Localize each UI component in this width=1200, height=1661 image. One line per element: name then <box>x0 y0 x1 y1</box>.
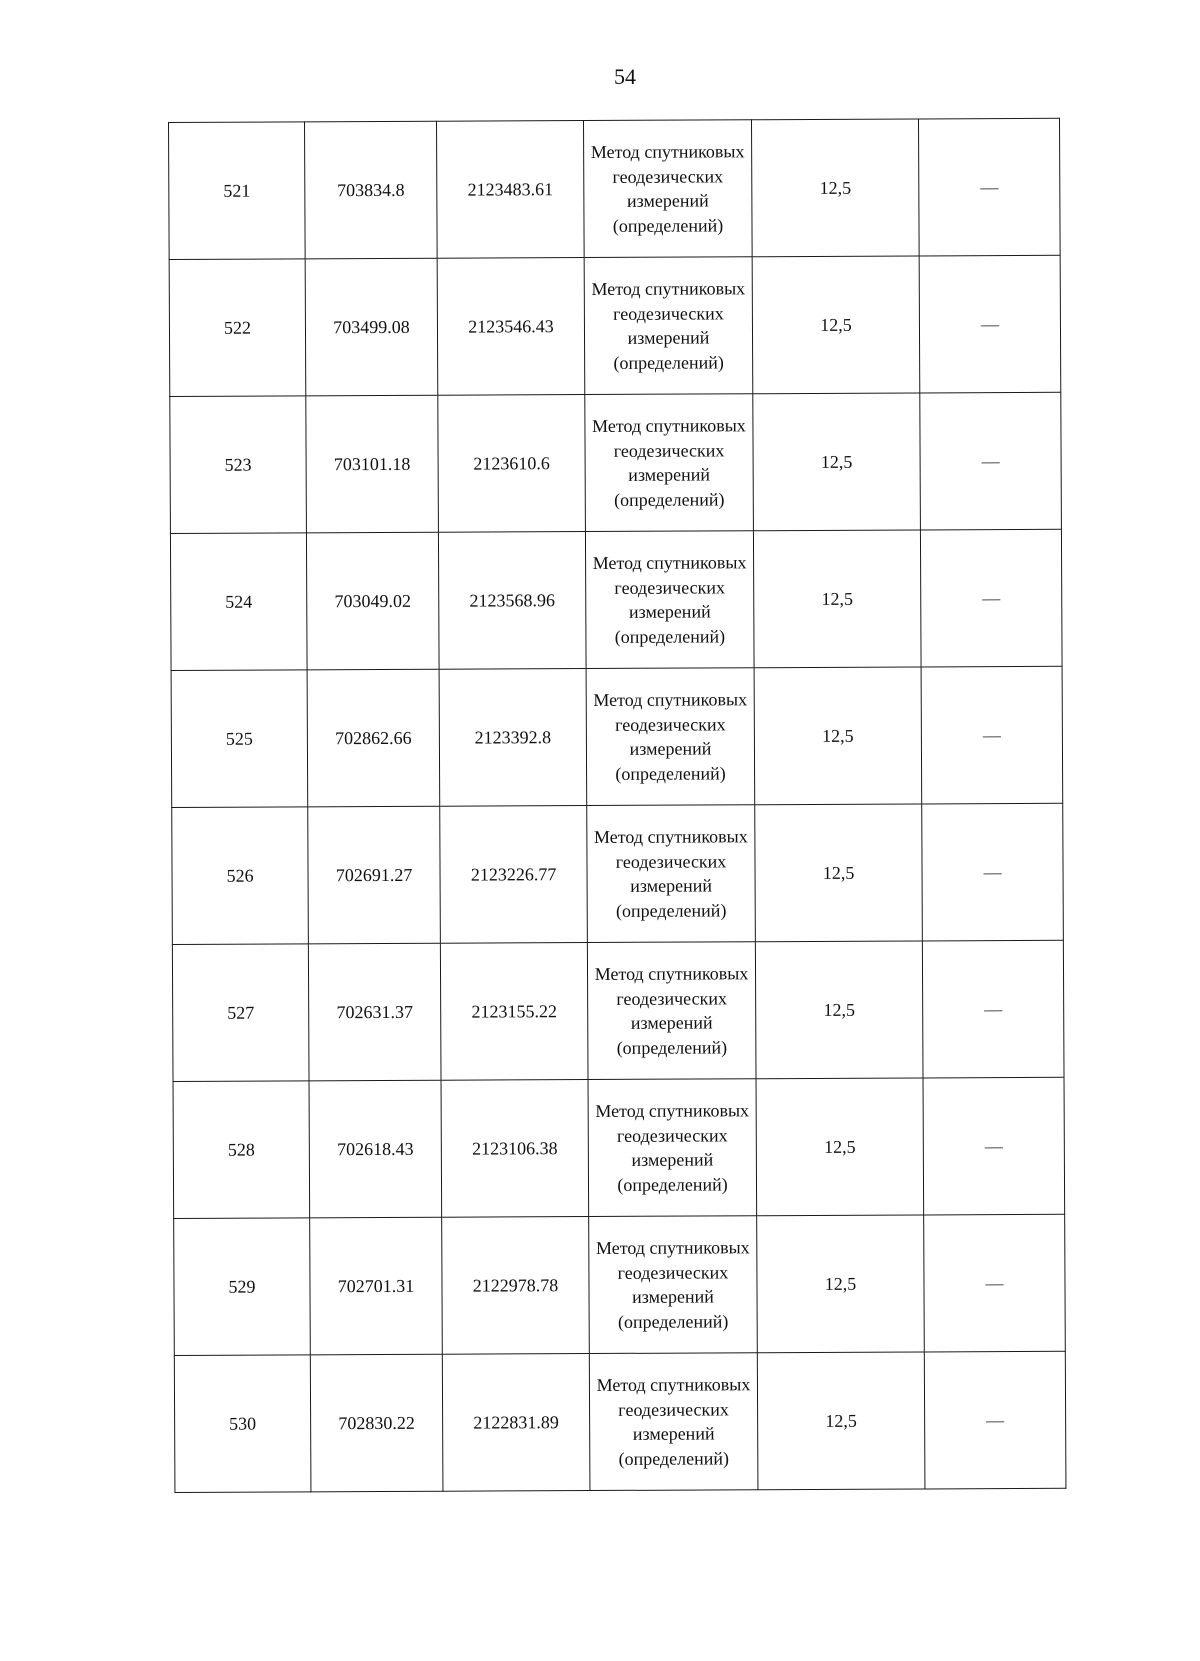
accuracy-cell: 12,5 <box>753 393 921 531</box>
method-cell: Метод спутниковых геодезических измерений (определений) <box>585 531 754 669</box>
x-coordinate-cell: 703834.8 <box>305 121 438 259</box>
table-row <box>172 940 1064 1081</box>
note-cell: — <box>922 940 1064 1078</box>
accuracy-cell: 12,5 <box>757 1352 925 1490</box>
y-coordinate-cell: 2122831.89 <box>442 1354 590 1492</box>
accuracy-cell: 12,5 <box>756 1078 924 1216</box>
y-coordinate-cell: 2123568.96 <box>438 532 586 670</box>
y-coordinate-cell: 2123106.38 <box>441 1080 589 1218</box>
table-row <box>174 1214 1066 1355</box>
x-coordinate-cell: 702701.31 <box>310 1217 443 1355</box>
coordinates-table <box>168 118 1066 1493</box>
note-cell: — <box>919 255 1061 393</box>
page-number: 54 <box>614 64 636 89</box>
note-cell: — <box>920 392 1062 530</box>
x-coordinate-cell: 702631.37 <box>308 943 441 1081</box>
table-row <box>169 118 1061 259</box>
accuracy-cell: 12,5 <box>752 256 920 394</box>
note-cell: — <box>924 1351 1066 1489</box>
x-coordinate-cell: 702691.27 <box>308 806 441 944</box>
table-row <box>170 392 1062 533</box>
accuracy-cell: 12,5 <box>757 1215 925 1353</box>
point-number-cell: 525 <box>171 670 308 808</box>
x-coordinate-cell: 703101.18 <box>306 395 439 533</box>
method-cell: Метод спутниковых геодезических измерений (определений) <box>586 668 755 806</box>
method-cell: Метод спутниковых геодезических измерений (определений) <box>587 805 756 943</box>
note-cell: — <box>920 529 1062 667</box>
y-coordinate-cell: 2123226.77 <box>440 806 588 944</box>
note-cell: — <box>921 666 1063 804</box>
x-coordinate-cell: 702830.22 <box>310 1354 443 1492</box>
table-row <box>172 803 1064 944</box>
accuracy-cell: 12,5 <box>751 119 919 257</box>
table-row <box>169 255 1061 396</box>
note-cell: — <box>918 118 1060 256</box>
point-number-cell: 528 <box>173 1081 310 1219</box>
point-number-cell: 526 <box>172 807 309 945</box>
point-number-cell: 529 <box>174 1218 311 1356</box>
point-number-cell: 527 <box>172 944 309 1082</box>
method-cell: Метод спутниковых геодезических измерений (определений) <box>583 120 752 258</box>
point-number-cell: 524 <box>170 533 307 671</box>
method-cell: Метод спутниковых геодезических измерений (определений) <box>589 1216 758 1354</box>
accuracy-cell: 12,5 <box>754 667 922 805</box>
y-coordinate-cell: 2123483.61 <box>436 121 584 259</box>
method-cell: Метод спутниковых геодезических измерений (определений) <box>587 942 756 1080</box>
table-body <box>169 118 1066 1492</box>
point-number-cell: 530 <box>174 1355 311 1493</box>
point-number-cell: 521 <box>169 122 306 260</box>
accuracy-cell: 12,5 <box>755 804 923 942</box>
x-coordinate-cell: 703499.08 <box>305 258 438 396</box>
point-number-cell: 523 <box>170 396 307 534</box>
y-coordinate-cell: 2123610.6 <box>438 395 586 533</box>
note-cell: — <box>922 803 1064 941</box>
y-coordinate-cell: 2123155.22 <box>440 943 588 1081</box>
x-coordinate-cell: 703049.02 <box>306 532 439 670</box>
y-coordinate-cell: 2122978.78 <box>442 1217 590 1355</box>
table-row <box>170 529 1062 670</box>
x-coordinate-cell: 702862.66 <box>307 669 440 807</box>
y-coordinate-cell: 2123392.8 <box>439 669 587 807</box>
point-number-cell: 522 <box>169 259 306 397</box>
table-row <box>174 1351 1066 1492</box>
y-coordinate-cell: 2123546.43 <box>437 258 585 396</box>
table-row <box>173 1077 1065 1218</box>
method-cell: Метод спутниковых геодезических измерений (определений) <box>588 1079 757 1217</box>
note-cell: — <box>923 1077 1065 1215</box>
method-cell: Метод спутниковых геодезических измерений (определений) <box>585 394 754 532</box>
method-cell: Метод спутниковых геодезических измерений (определений) <box>584 257 753 395</box>
accuracy-cell: 12,5 <box>755 941 923 1079</box>
method-cell: Метод спутниковых геодезических измерений (определений) <box>589 1353 758 1491</box>
accuracy-cell: 12,5 <box>753 530 921 668</box>
note-cell: — <box>924 1214 1066 1352</box>
x-coordinate-cell: 702618.43 <box>309 1080 442 1218</box>
table-row <box>171 666 1063 807</box>
